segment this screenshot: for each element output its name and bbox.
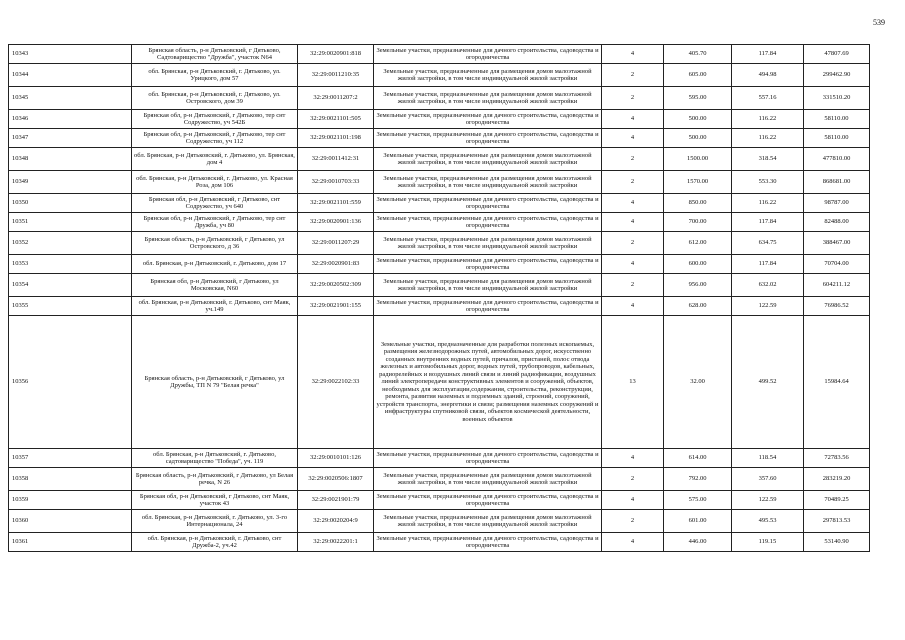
- address-cell: обл. Брянская, р-н Дятьковский, г. Дятьково, ул. Урицкого, дом 57: [132, 64, 298, 87]
- area-cell: 32.00: [664, 316, 732, 449]
- specific-value-cell: 117.84: [732, 45, 804, 64]
- group-cell: 4: [602, 110, 664, 129]
- group-cell: 2: [602, 468, 664, 491]
- area-cell: 628.00: [664, 297, 732, 316]
- table-row: [9, 316, 870, 449]
- cadastral-value-cell: 297813.53: [804, 510, 870, 533]
- specific-value-cell: 116.22: [732, 110, 804, 129]
- row-number-cell: 10351: [9, 213, 132, 232]
- address-cell: Брянская область, р-н Дятьковский, г Дятьково, ул Белая речка, N 26: [132, 468, 298, 491]
- address-cell: обл. Брянская, р-н Дятьковский, г. Дятьково, ул. 3-го Интернационала, 24: [132, 510, 298, 533]
- cadastral-value-cell: 82488.00: [804, 213, 870, 232]
- row-number-cell: 10350: [9, 194, 132, 213]
- specific-value-cell: 634.75: [732, 232, 804, 255]
- cadastral-value-cell: 58110.00: [804, 129, 870, 148]
- area-cell: 700.00: [664, 213, 732, 232]
- table-row: [9, 129, 870, 148]
- row-number-cell: 10361: [9, 533, 132, 552]
- land-use-cell: Земельные участки, предназначенные для размещения домов малоэтажной жилой застройки, в том числе индивидуальной жилой застройки: [374, 468, 602, 491]
- area-cell: 614.00: [664, 449, 732, 468]
- land-use-cell: Земельные участки, предназначенные для размещения домов малоэтажной жилой застройки, в том числе индивидуальной жилой застройки: [374, 148, 602, 171]
- cadastral-number-cell: 32:29:0022201:1: [298, 533, 374, 552]
- area-cell: 850.00: [664, 194, 732, 213]
- specific-value-cell: 553.30: [732, 171, 804, 194]
- row-number-cell: 10348: [9, 148, 132, 171]
- land-use-cell: Земельные участки, предназначенные для дачного строительства, садоводства и огородничества: [374, 194, 602, 213]
- area-cell: 612.00: [664, 232, 732, 255]
- address-cell: обл. Брянская, р-н Дятьковский, г. Дятьково, снт Маяк, уч.149: [132, 297, 298, 316]
- group-cell: 2: [602, 148, 664, 171]
- table-row: [9, 64, 870, 87]
- cadastral-number-cell: 32:29:0021901:155: [298, 297, 374, 316]
- address-cell: Брянская обл, р-н Дятьковский, г Дятьково, тер снт Содружество, уч 542Б: [132, 110, 298, 129]
- specific-value-cell: 117.84: [732, 255, 804, 274]
- table-row: [9, 449, 870, 468]
- area-cell: 792.00: [664, 468, 732, 491]
- cadastral-number-cell: 32:29:0011207:29: [298, 232, 374, 255]
- row-number-cell: 10354: [9, 274, 132, 297]
- specific-value-cell: 557.16: [732, 87, 804, 110]
- group-cell: 4: [602, 213, 664, 232]
- address-cell: Брянская обл, р-н Дятьковский, г Дятьково, снт Маяк, участок 43: [132, 491, 298, 510]
- address-cell: Брянская обл, р-н Дятьковский, г Дятьково, снт Содружество, уч 640: [132, 194, 298, 213]
- area-cell: 600.00: [664, 255, 732, 274]
- cadastral-value-cell: 53140.90: [804, 533, 870, 552]
- cadastral-value-cell: 283219.20: [804, 468, 870, 491]
- page-number: 539: [873, 18, 885, 27]
- group-cell: 4: [602, 45, 664, 64]
- table-row: [9, 297, 870, 316]
- group-cell: 4: [602, 491, 664, 510]
- table-row: [9, 213, 870, 232]
- specific-value-cell: 116.22: [732, 129, 804, 148]
- cadastral-number-cell: 32:29:0011210:35: [298, 64, 374, 87]
- cadastral-value-cell: 72783.56: [804, 449, 870, 468]
- row-number-cell: 10353: [9, 255, 132, 274]
- area-cell: 1500.00: [664, 148, 732, 171]
- cadastral-value-table: [8, 44, 870, 552]
- row-number-cell: 10343: [9, 45, 132, 64]
- table-row: [9, 171, 870, 194]
- specific-value-cell: 122.59: [732, 491, 804, 510]
- cadastral-value-cell: 331510.20: [804, 87, 870, 110]
- table-row: [9, 491, 870, 510]
- specific-value-cell: 117.84: [732, 213, 804, 232]
- cadastral-value-cell: 15984.64: [804, 316, 870, 449]
- area-cell: 405.70: [664, 45, 732, 64]
- row-number-cell: 10355: [9, 297, 132, 316]
- table-row: [9, 510, 870, 533]
- row-number-cell: 10352: [9, 232, 132, 255]
- table-row: [9, 533, 870, 552]
- table-body: [9, 45, 870, 552]
- cadastral-number-cell: 32:29:0020901:136: [298, 213, 374, 232]
- cadastral-number-cell: 32:29:0020506:1807: [298, 468, 374, 491]
- area-cell: 595.00: [664, 87, 732, 110]
- cadastral-number-cell: 32:29:0022102:33: [298, 316, 374, 449]
- land-use-cell: Земельные участки, предназначенные для размещения домов малоэтажной жилой застройки, в том числе индивидуальной жилой застройки: [374, 232, 602, 255]
- address-cell: Брянская обл, р-н Дятьковский, г Дятьково, тер снт Дружба, уч 80: [132, 213, 298, 232]
- group-cell: 2: [602, 232, 664, 255]
- area-cell: 956.00: [664, 274, 732, 297]
- land-use-cell: Земельные участки, предназначенные для размещения домов малоэтажной жилой застройки, в том числе индивидуальной жилой застройки: [374, 171, 602, 194]
- group-cell: 4: [602, 255, 664, 274]
- group-cell: 4: [602, 533, 664, 552]
- group-cell: 2: [602, 274, 664, 297]
- area-cell: 575.00: [664, 491, 732, 510]
- land-use-cell: Земельные участки, предназначенные для дачного строительства, садоводства и огородничества: [374, 491, 602, 510]
- land-use-cell: Земельные участки, предназначенные для дачного строительства, садоводства и огородничества: [374, 110, 602, 129]
- area-cell: 446.00: [664, 533, 732, 552]
- cadastral-number-cell: 32:29:0020204:9: [298, 510, 374, 533]
- cadastral-number-cell: 32:29:0020901:83: [298, 255, 374, 274]
- group-cell: 4: [602, 297, 664, 316]
- table-row: [9, 87, 870, 110]
- area-cell: 500.00: [664, 110, 732, 129]
- cadastral-number-cell: 32:29:0021901:79: [298, 491, 374, 510]
- address-cell: обл. Брянская, р-н Дятьковский, г. Дятьково, садтоварищество "Победа", уч. 119: [132, 449, 298, 468]
- table-row: [9, 468, 870, 491]
- row-number-cell: 10357: [9, 449, 132, 468]
- cadastral-value-cell: 299462.90: [804, 64, 870, 87]
- specific-value-cell: 632.02: [732, 274, 804, 297]
- specific-value-cell: 495.53: [732, 510, 804, 533]
- land-use-cell: Земельные участки, предназначенные для размещения домов малоэтажной жилой застройки, в том числе индивидуальной жилой застройки: [374, 510, 602, 533]
- group-cell: 4: [602, 449, 664, 468]
- cadastral-number-cell: 32:29:0011207:2: [298, 87, 374, 110]
- cadastral-value-cell: 47807.69: [804, 45, 870, 64]
- address-cell: Брянская обл, р-н Дятьковский, г Дятьково, ул Московская, N60: [132, 274, 298, 297]
- row-number-cell: 10344: [9, 64, 132, 87]
- land-use-cell: Земельные участки, предназначенные для дачного строительства, садоводства и огородничества: [374, 449, 602, 468]
- cadastral-value-cell: 58110.00: [804, 110, 870, 129]
- row-number-cell: 10360: [9, 510, 132, 533]
- table-row: [9, 148, 870, 171]
- specific-value-cell: 119.15: [732, 533, 804, 552]
- cadastral-number-cell: 32:29:0021101:505: [298, 110, 374, 129]
- group-cell: 2: [602, 510, 664, 533]
- address-cell: обл. Брянская, р-н Дятьковский, г. Дятьково, ул. Островского, дом 39: [132, 87, 298, 110]
- specific-value-cell: 122.59: [732, 297, 804, 316]
- land-use-cell: Земельные участки, предназначенные для размещения домов малоэтажной жилой застройки, в том числе индивидуальной жилой застройки: [374, 274, 602, 297]
- address-cell: обл. Брянская, р-н Дятьковский, г. Дятьково, снт Дружба-2, уч.42: [132, 533, 298, 552]
- land-use-cell: Земельные участки, предназначенные для размещения домов малоэтажной жилой застройки, в том числе индивидуальной жилой застройки: [374, 87, 602, 110]
- cadastral-value-cell: 70704.00: [804, 255, 870, 274]
- row-number-cell: 10356: [9, 316, 132, 449]
- row-number-cell: 10349: [9, 171, 132, 194]
- group-cell: 2: [602, 171, 664, 194]
- address-cell: обл. Брянская, р-н Дятьковский, г. Дятьково, ул. Брянская, дом 4: [132, 148, 298, 171]
- cadastral-value-cell: 388467.00: [804, 232, 870, 255]
- land-use-cell: Земельные участки, предназначенные для дачного строительства, садоводства и огородничества: [374, 129, 602, 148]
- specific-value-cell: 499.52: [732, 316, 804, 449]
- cadastral-value-cell: 477810.00: [804, 148, 870, 171]
- land-use-cell: Земельные участки, предназначенные для дачного строительства, садоводства и огородничества: [374, 297, 602, 316]
- area-cell: 605.00: [664, 64, 732, 87]
- cadastral-value-cell: 76986.52: [804, 297, 870, 316]
- group-cell: 13: [602, 316, 664, 449]
- row-number-cell: 10345: [9, 87, 132, 110]
- cadastral-number-cell: 32:29:0010101:126: [298, 449, 374, 468]
- row-number-cell: 10346: [9, 110, 132, 129]
- cadastral-number-cell: 32:29:0020901:818: [298, 45, 374, 64]
- specific-value-cell: 494.98: [732, 64, 804, 87]
- table-row: [9, 194, 870, 213]
- specific-value-cell: 118.54: [732, 449, 804, 468]
- land-use-cell: Земельные участки, предназначенные для дачного строительства, садоводства и огородничества: [374, 213, 602, 232]
- address-cell: Брянская область, р-н Дятьковский, г Дятьково, ул Островского, д 36: [132, 232, 298, 255]
- cadastral-number-cell: 32:29:0020502:309: [298, 274, 374, 297]
- address-cell: Брянская обл, р-н Дятьковский, г Дятьково, тер снт Содружество, уч 112: [132, 129, 298, 148]
- address-cell: Брянская область, р-н Дятьковский, г Дятьково, Садтоварищество "Дружба", участок N64: [132, 45, 298, 64]
- specific-value-cell: 318.54: [732, 148, 804, 171]
- group-cell: 2: [602, 87, 664, 110]
- cadastral-value-cell: 868681.00: [804, 171, 870, 194]
- area-cell: 601.00: [664, 510, 732, 533]
- land-use-cell: Земельные участки, предназначенные для разработки полезных ископаемых, размещения железнодорожных путей, автомобильных дорог, искусственно созданных внутренних водных путей, причалов, пристаней, полос отвода железных и автомобильных дорог, водных путей, трубопроводов, кабельных, радиорелейных и воздушных линий связи и линий радиофикации, воздушных линий электропередачи конструктивных элементов и сооружений, объектов, необходимых для эксплуатации,содержания, строительства, реконструкции, ремонта, развития наземных и подземных зданий, строений, сооружений, устройств транспорта, энергетики и связи; размещения наземных сооружений и инфраструктуры спутниковой связи, объектов космической деятельности, военных объектов: [374, 316, 602, 449]
- group-cell: 4: [602, 129, 664, 148]
- land-use-cell: Земельные участки, предназначенные для дачного строительства, садоводства и огородничества: [374, 45, 602, 64]
- cadastral-number-cell: 32:29:0021101:198: [298, 129, 374, 148]
- table-row: [9, 45, 870, 64]
- specific-value-cell: 116.22: [732, 194, 804, 213]
- area-cell: 500.00: [664, 129, 732, 148]
- specific-value-cell: 357.60: [732, 468, 804, 491]
- row-number-cell: 10358: [9, 468, 132, 491]
- area-cell: 1570.00: [664, 171, 732, 194]
- cadastral-number-cell: 32:29:0010703:33: [298, 171, 374, 194]
- table-row: [9, 255, 870, 274]
- group-cell: 4: [602, 194, 664, 213]
- address-cell: Брянская область, р-н Дятьковский, г Дятьково, ул Дружбы, ТП N 79 "Белая речка": [132, 316, 298, 449]
- land-use-cell: Земельные участки, предназначенные для размещения домов малоэтажной жилой застройки, в том числе индивидуальной жилой застройки: [374, 64, 602, 87]
- cadastral-value-cell: 98787.00: [804, 194, 870, 213]
- address-cell: обл. Брянская, р-н Дятьковский, г. Дятьково, ул. Красная Роза, дом 106: [132, 171, 298, 194]
- table-row: [9, 232, 870, 255]
- table-row: [9, 274, 870, 297]
- cadastral-number-cell: 32:29:0011412:31: [298, 148, 374, 171]
- address-cell: обл. Брянская, р-н Дятьковский, г. Дятьково, дом 17: [132, 255, 298, 274]
- land-use-cell: Земельные участки, предназначенные для дачного строительства, садоводства и огородничества: [374, 255, 602, 274]
- cadastral-value-cell: 70489.25: [804, 491, 870, 510]
- group-cell: 2: [602, 64, 664, 87]
- row-number-cell: 10359: [9, 491, 132, 510]
- land-use-cell: Земельные участки, предназначенные для дачного строительства, садоводства и огородничества: [374, 533, 602, 552]
- row-number-cell: 10347: [9, 129, 132, 148]
- cadastral-value-cell: 604211.12: [804, 274, 870, 297]
- table-row: [9, 110, 870, 129]
- cadastral-number-cell: 32:29:0021101:559: [298, 194, 374, 213]
